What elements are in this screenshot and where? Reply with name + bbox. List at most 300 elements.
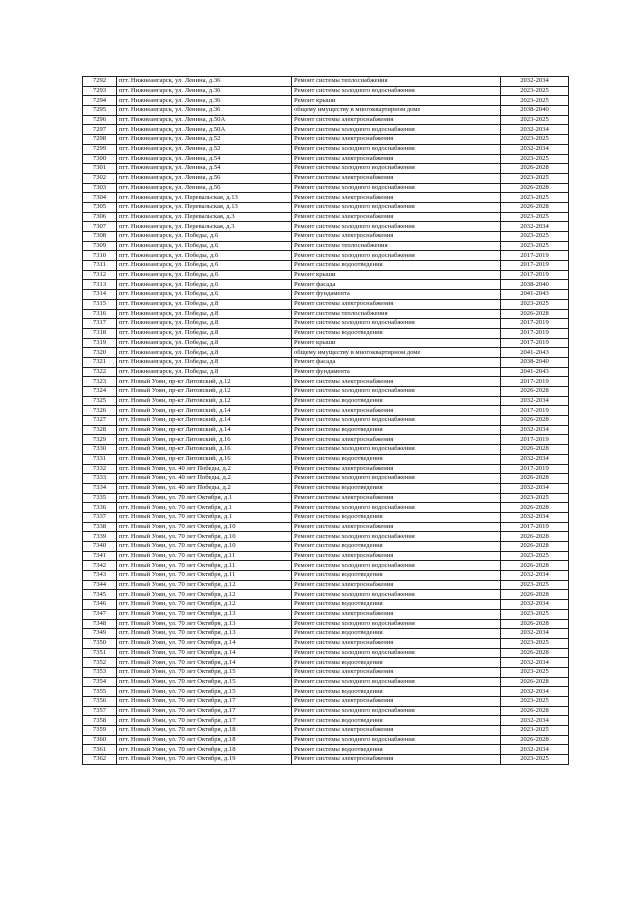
address-cell: пгт. Нижнеангарск, ул. Победы, д.8 bbox=[117, 367, 292, 377]
period-cell: 2032-2034 bbox=[501, 571, 569, 581]
work-type-cell: Ремонт системы холодного водоснабжения bbox=[292, 619, 501, 629]
period-cell: 2032-2034 bbox=[501, 658, 569, 668]
period-cell: 2023-2025 bbox=[501, 638, 569, 648]
work-type-cell: Ремонт системы электроснабжения bbox=[292, 193, 501, 203]
table-row bbox=[83, 319, 569, 329]
period-cell: 2023-2025 bbox=[501, 551, 569, 561]
row-number: 7336 bbox=[83, 503, 117, 513]
row-number: 7326 bbox=[83, 406, 117, 416]
period-cell: 2023-2025 bbox=[501, 86, 569, 96]
row-number: 7306 bbox=[83, 212, 117, 222]
row-number: 7309 bbox=[83, 241, 117, 251]
table-row bbox=[83, 512, 569, 522]
work-type-cell: Ремонт системы холодного водоснабжения bbox=[292, 319, 501, 329]
work-type-cell: Ремонт системы холодного водоснабжения bbox=[292, 677, 501, 687]
work-type-cell: Ремонт системы электроснабжения bbox=[292, 755, 501, 765]
row-number: 7353 bbox=[83, 667, 117, 677]
work-type-cell: Ремонт системы электроснабжения bbox=[292, 173, 501, 183]
period-cell: 2032-2034 bbox=[501, 512, 569, 522]
period-cell: 2026-2028 bbox=[501, 561, 569, 571]
table-row bbox=[83, 483, 569, 493]
row-number: 7362 bbox=[83, 755, 117, 765]
period-cell: 2026-2028 bbox=[501, 474, 569, 484]
work-type-cell: Ремонт системы теплоснабжения bbox=[292, 241, 501, 251]
table-row bbox=[83, 193, 569, 203]
work-type-cell: Ремонт системы водоотведения bbox=[292, 600, 501, 610]
work-type-cell: Ремонт системы электроснабжения bbox=[292, 154, 501, 164]
table-row bbox=[83, 648, 569, 658]
period-cell: 2026-2028 bbox=[501, 532, 569, 542]
table-row bbox=[83, 590, 569, 600]
table-row bbox=[83, 280, 569, 290]
work-type-cell: Ремонт системы холодного водоснабжения bbox=[292, 474, 501, 484]
work-type-cell: Ремонт системы холодного водоснабжения bbox=[292, 86, 501, 96]
address-cell: пгт. Нижнеангарск, ул. Победы, д.8 bbox=[117, 319, 292, 329]
period-cell: 2041-2043 bbox=[501, 290, 569, 300]
address-cell: пгт. Нижнеангарск, ул. Ленина, д.52 bbox=[117, 144, 292, 154]
address-cell: пгт. Новый Уоян, ул. 70 лет Октября, д.19 bbox=[117, 755, 292, 765]
work-type-cell: общему имуществу в многоквартирном доме bbox=[292, 348, 501, 358]
row-number: 7329 bbox=[83, 435, 117, 445]
period-cell: 2032-2034 bbox=[501, 222, 569, 232]
period-cell: 2017-2019 bbox=[501, 464, 569, 474]
table-row bbox=[83, 367, 569, 377]
table-row bbox=[83, 474, 569, 484]
address-cell: пгт. Нижнеангарск, ул. Победы, д.8 bbox=[117, 357, 292, 367]
table-row bbox=[83, 638, 569, 648]
work-type-cell: Ремонт системы теплоснабжения bbox=[292, 309, 501, 319]
row-number: 7359 bbox=[83, 726, 117, 736]
work-type-cell: Ремонт системы электроснабжения bbox=[292, 232, 501, 242]
table-row bbox=[83, 348, 569, 358]
work-type-cell: Ремонт системы водоотведения bbox=[292, 571, 501, 581]
table-row bbox=[83, 600, 569, 610]
row-number: 7327 bbox=[83, 416, 117, 426]
period-cell: 2017-2019 bbox=[501, 406, 569, 416]
work-type-cell: Ремонт системы холодного водоснабжения bbox=[292, 144, 501, 154]
row-number: 7298 bbox=[83, 135, 117, 145]
table-row bbox=[83, 735, 569, 745]
row-number: 7305 bbox=[83, 202, 117, 212]
period-cell: 2023-2025 bbox=[501, 697, 569, 707]
table-row bbox=[83, 183, 569, 193]
period-cell: 2023-2025 bbox=[501, 580, 569, 590]
period-cell: 2023-2025 bbox=[501, 173, 569, 183]
row-number: 7328 bbox=[83, 425, 117, 435]
table-row bbox=[83, 135, 569, 145]
address-cell: пгт. Новый Уоян, ул. 70 лет Октября, д.18 bbox=[117, 745, 292, 755]
table-row bbox=[83, 551, 569, 561]
period-cell: 2017-2019 bbox=[501, 522, 569, 532]
address-cell: пгт. Нижнеангарск, ул. Победы, д.6 bbox=[117, 280, 292, 290]
address-cell: пгт. Нижнеангарск, ул. Победы, д.8 bbox=[117, 299, 292, 309]
address-cell: пгт. Нижнеангарск, ул. Ленина, д.36 bbox=[117, 77, 292, 87]
period-cell: 2026-2028 bbox=[501, 542, 569, 552]
address-cell: пгт. Новый Уоян, ул. 70 лет Октября, д.17 bbox=[117, 697, 292, 707]
address-cell: пгт. Нижнеангарск, ул. Победы, д.6 bbox=[117, 241, 292, 251]
row-number: 7331 bbox=[83, 454, 117, 464]
row-number: 7317 bbox=[83, 319, 117, 329]
address-cell: пгт. Новый Уоян, ул. 70 лет Октября, д.1 bbox=[117, 503, 292, 513]
row-number: 7357 bbox=[83, 706, 117, 716]
period-cell: 2026-2028 bbox=[501, 648, 569, 658]
row-number: 7340 bbox=[83, 542, 117, 552]
table-row bbox=[83, 96, 569, 106]
address-cell: пгт. Нижнеангарск, ул. Победы, д.8 bbox=[117, 348, 292, 358]
row-number: 7308 bbox=[83, 232, 117, 242]
row-number: 7316 bbox=[83, 309, 117, 319]
row-number: 7313 bbox=[83, 280, 117, 290]
row-number: 7294 bbox=[83, 96, 117, 106]
table-row bbox=[83, 493, 569, 503]
table-row bbox=[83, 609, 569, 619]
work-type-cell: Ремонт системы водоотведения bbox=[292, 658, 501, 668]
row-number: 7335 bbox=[83, 493, 117, 503]
work-type-cell: Ремонт фасада bbox=[292, 280, 501, 290]
table-row bbox=[83, 658, 569, 668]
work-type-cell: Ремонт системы водоотведения bbox=[292, 396, 501, 406]
row-number: 7361 bbox=[83, 745, 117, 755]
address-cell: пгт. Нижнеангарск, ул. Победы, д.6 bbox=[117, 251, 292, 261]
address-cell: пгт. Новый Уоян, пр-кт Литовский, д.12 bbox=[117, 377, 292, 387]
row-number: 7322 bbox=[83, 367, 117, 377]
work-type-cell: Ремонт системы электроснабжения bbox=[292, 638, 501, 648]
row-number: 7333 bbox=[83, 474, 117, 484]
period-cell: 2026-2028 bbox=[501, 619, 569, 629]
period-cell: 2017-2019 bbox=[501, 338, 569, 348]
table-row bbox=[83, 667, 569, 677]
period-cell: 2026-2028 bbox=[501, 503, 569, 513]
table-row bbox=[83, 542, 569, 552]
period-cell: 2026-2028 bbox=[501, 735, 569, 745]
row-number: 7338 bbox=[83, 522, 117, 532]
address-cell: пгт. Нижнеангарск, ул. Перевальская, д.13 bbox=[117, 202, 292, 212]
table-row bbox=[83, 580, 569, 590]
address-cell: пгт. Нижнеангарск, ул. Ленина, д.56 bbox=[117, 183, 292, 193]
address-cell: пгт. Новый Уоян, ул. 70 лет Октября, д.13 bbox=[117, 609, 292, 619]
row-number: 7292 bbox=[83, 77, 117, 87]
work-type-cell: Ремонт системы электроснабжения bbox=[292, 726, 501, 736]
work-type-cell: Ремонт крыши bbox=[292, 338, 501, 348]
address-cell: пгт. Нижнеангарск, ул. Победы, д.8 bbox=[117, 328, 292, 338]
row-number: 7302 bbox=[83, 173, 117, 183]
work-type-cell: Ремонт системы электроснабжения bbox=[292, 551, 501, 561]
table-row bbox=[83, 629, 569, 639]
address-cell: пгт. Новый Уоян, ул. 40 лет Победы, д.2 bbox=[117, 464, 292, 474]
period-cell: 2017-2019 bbox=[501, 319, 569, 329]
row-number: 7320 bbox=[83, 348, 117, 358]
address-cell: пгт. Новый Уоян, пр-кт Литовский, д.16 bbox=[117, 435, 292, 445]
table-row bbox=[83, 706, 569, 716]
work-type-cell: Ремонт системы электроснабжения bbox=[292, 609, 501, 619]
row-number: 7323 bbox=[83, 377, 117, 387]
row-number: 7347 bbox=[83, 609, 117, 619]
table-row bbox=[83, 251, 569, 261]
address-cell: пгт. Нижнеангарск, ул. Победы, д.6 bbox=[117, 232, 292, 242]
row-number: 7303 bbox=[83, 183, 117, 193]
work-type-cell: Ремонт фасада bbox=[292, 357, 501, 367]
work-type-cell: Ремонт фундамента bbox=[292, 367, 501, 377]
table-row bbox=[83, 241, 569, 251]
row-number: 7319 bbox=[83, 338, 117, 348]
table-row bbox=[83, 619, 569, 629]
table-row bbox=[83, 77, 569, 87]
table-row bbox=[83, 106, 569, 116]
table-row bbox=[83, 309, 569, 319]
address-cell: пгт. Новый Уоян, ул. 70 лет Октября, д.14 bbox=[117, 638, 292, 648]
period-cell: 2026-2028 bbox=[501, 387, 569, 397]
table-row bbox=[83, 173, 569, 183]
period-cell: 2041-2043 bbox=[501, 348, 569, 358]
row-number: 7350 bbox=[83, 638, 117, 648]
period-cell: 2032-2034 bbox=[501, 600, 569, 610]
period-cell: 2032-2034 bbox=[501, 396, 569, 406]
row-number: 7295 bbox=[83, 106, 117, 116]
address-cell: пгт. Новый Уоян, ул. 70 лет Октября, д.17 bbox=[117, 716, 292, 726]
period-cell: 2026-2028 bbox=[501, 416, 569, 426]
work-type-cell: Ремонт системы холодного водоснабжения bbox=[292, 648, 501, 658]
work-type-cell: Ремонт системы холодного водоснабжения bbox=[292, 561, 501, 571]
table-row bbox=[83, 270, 569, 280]
period-cell: 2023-2025 bbox=[501, 299, 569, 309]
table-row bbox=[83, 687, 569, 697]
table-row bbox=[83, 677, 569, 687]
address-cell: пгт. Нижнеангарск, ул. Ленина, д.54 bbox=[117, 164, 292, 174]
row-number: 7315 bbox=[83, 299, 117, 309]
work-type-cell: Ремонт системы теплоснабжения bbox=[292, 77, 501, 87]
period-cell: 2017-2019 bbox=[501, 261, 569, 271]
address-cell: пгт. Новый Уоян, ул. 70 лет Октября, д.18 bbox=[117, 735, 292, 745]
period-cell: 2032-2034 bbox=[501, 687, 569, 697]
period-cell: 2026-2028 bbox=[501, 202, 569, 212]
table-row bbox=[83, 561, 569, 571]
work-type-cell: Ремонт системы электроснабжения bbox=[292, 493, 501, 503]
work-type-cell: Ремонт системы водоотведения bbox=[292, 261, 501, 271]
row-number: 7345 bbox=[83, 590, 117, 600]
row-number: 7297 bbox=[83, 125, 117, 135]
address-cell: пгт. Новый Уоян, ул. 70 лет Октября, д.11 bbox=[117, 561, 292, 571]
address-cell: пгт. Новый Уоян, ул. 70 лет Октября, д.10 bbox=[117, 542, 292, 552]
period-cell: 2017-2019 bbox=[501, 251, 569, 261]
work-type-cell: Ремонт фундамента bbox=[292, 290, 501, 300]
address-cell: пгт. Новый Уоян, ул. 70 лет Октября, д.13 bbox=[117, 629, 292, 639]
table-row bbox=[83, 125, 569, 135]
row-number: 7312 bbox=[83, 270, 117, 280]
work-type-cell: Ремонт системы холодного водоснабжения bbox=[292, 183, 501, 193]
address-cell: пгт. Нижнеангарск, ул. Ленина, д.50А bbox=[117, 125, 292, 135]
table-row bbox=[83, 377, 569, 387]
address-cell: пгт. Новый Уоян, ул. 70 лет Октября, д.10 bbox=[117, 532, 292, 542]
work-type-cell: Ремонт системы водоотведения bbox=[292, 542, 501, 552]
address-cell: пгт. Новый Уоян, ул. 70 лет Октября, д.11 bbox=[117, 571, 292, 581]
work-type-cell: Ремонт системы электроснабжения bbox=[292, 697, 501, 707]
work-type-cell: Ремонт системы электроснабжения bbox=[292, 522, 501, 532]
row-number: 7299 bbox=[83, 144, 117, 154]
work-type-cell: Ремонт системы холодного водоснабжения bbox=[292, 387, 501, 397]
period-cell: 2032-2034 bbox=[501, 629, 569, 639]
period-cell: 2023-2025 bbox=[501, 755, 569, 765]
table-row bbox=[83, 716, 569, 726]
work-type-cell: Ремонт системы водоотведения bbox=[292, 483, 501, 493]
work-type-cell: общему имуществу в многоквартирном доме bbox=[292, 106, 501, 116]
work-type-cell: Ремонт системы холодного водоснабжения bbox=[292, 445, 501, 455]
table-row bbox=[83, 212, 569, 222]
table-row bbox=[83, 522, 569, 532]
table-row bbox=[83, 445, 569, 455]
table-row bbox=[83, 144, 569, 154]
period-cell: 2032-2034 bbox=[501, 77, 569, 87]
row-number: 7325 bbox=[83, 396, 117, 406]
table-row bbox=[83, 464, 569, 474]
period-cell: 2023-2025 bbox=[501, 667, 569, 677]
address-cell: пгт. Нижнеангарск, ул. Победы, д.6 bbox=[117, 261, 292, 271]
work-type-cell: Ремонт системы водоотведения bbox=[292, 629, 501, 639]
table-row bbox=[83, 697, 569, 707]
work-type-cell: Ремонт системы электроснабжения bbox=[292, 435, 501, 445]
row-number: 7304 bbox=[83, 193, 117, 203]
work-type-cell: Ремонт системы водоотведения bbox=[292, 745, 501, 755]
row-number: 7321 bbox=[83, 357, 117, 367]
table-row bbox=[83, 454, 569, 464]
table-row bbox=[83, 532, 569, 542]
period-cell: 2038-2040 bbox=[501, 357, 569, 367]
table-row bbox=[83, 503, 569, 513]
work-type-cell: Ремонт крыши bbox=[292, 270, 501, 280]
row-number: 7310 bbox=[83, 251, 117, 261]
address-cell: пгт. Новый Уоян, ул. 70 лет Октября, д.12 bbox=[117, 600, 292, 610]
row-number: 7296 bbox=[83, 115, 117, 125]
row-number: 7311 bbox=[83, 261, 117, 271]
row-number: 7354 bbox=[83, 677, 117, 687]
work-type-cell: Ремонт системы водоотведения bbox=[292, 716, 501, 726]
table-row bbox=[83, 357, 569, 367]
address-cell: пгт. Нижнеангарск, ул. Перевальская, д.3 bbox=[117, 222, 292, 232]
work-type-cell: Ремонт системы водоотведения bbox=[292, 425, 501, 435]
row-number: 7324 bbox=[83, 387, 117, 397]
address-cell: пгт. Новый Уоян, пр-кт Литовский, д.12 bbox=[117, 387, 292, 397]
row-number: 7356 bbox=[83, 697, 117, 707]
row-number: 7348 bbox=[83, 619, 117, 629]
period-cell: 2026-2028 bbox=[501, 183, 569, 193]
table-row bbox=[83, 387, 569, 397]
period-cell: 2017-2019 bbox=[501, 270, 569, 280]
period-cell: 2023-2025 bbox=[501, 726, 569, 736]
table-body bbox=[83, 77, 569, 765]
period-cell: 2023-2025 bbox=[501, 232, 569, 242]
row-number: 7339 bbox=[83, 532, 117, 542]
table-row bbox=[83, 416, 569, 426]
address-cell: пгт. Нижнеангарск, ул. Победы, д.8 bbox=[117, 309, 292, 319]
table-row bbox=[83, 290, 569, 300]
row-number: 7349 bbox=[83, 629, 117, 639]
address-cell: пгт. Новый Уоян, пр-кт Литовский, д.14 bbox=[117, 406, 292, 416]
period-cell: 2023-2025 bbox=[501, 212, 569, 222]
address-cell: пгт. Нижнеангарск, ул. Победы, д.6 bbox=[117, 270, 292, 280]
work-type-cell: Ремонт системы водоотведения bbox=[292, 512, 501, 522]
work-type-cell: Ремонт системы водоотведения bbox=[292, 328, 501, 338]
address-cell: пгт. Новый Уоян, пр-кт Литовский, д.16 bbox=[117, 445, 292, 455]
row-number: 7300 bbox=[83, 154, 117, 164]
address-cell: пгт. Нижнеангарск, ул. Ленина, д.36 bbox=[117, 86, 292, 96]
address-cell: пгт. Новый Уоян, пр-кт Литовский, д.14 bbox=[117, 425, 292, 435]
address-cell: пгт. Новый Уоян, ул. 70 лет Октября, д.14 bbox=[117, 658, 292, 668]
work-type-cell: Ремонт системы холодного водоснабжения bbox=[292, 416, 501, 426]
work-type-cell: Ремонт системы холодного водоснабжения bbox=[292, 251, 501, 261]
period-cell: 2026-2028 bbox=[501, 590, 569, 600]
work-type-cell: Ремонт системы электроснабжения bbox=[292, 135, 501, 145]
period-cell: 2017-2019 bbox=[501, 328, 569, 338]
work-type-cell: Ремонт системы электроснабжения bbox=[292, 667, 501, 677]
table-row bbox=[83, 222, 569, 232]
table-row bbox=[83, 328, 569, 338]
address-cell: пгт. Нижнеангарск, ул. Перевальская, д.13 bbox=[117, 193, 292, 203]
work-type-cell: Ремонт системы холодного водоснабжения bbox=[292, 735, 501, 745]
work-type-cell: Ремонт системы холодного водоснабжения bbox=[292, 503, 501, 513]
table-row bbox=[83, 338, 569, 348]
period-cell: 2023-2025 bbox=[501, 609, 569, 619]
work-type-cell: Ремонт системы электроснабжения bbox=[292, 299, 501, 309]
row-number: 7337 bbox=[83, 512, 117, 522]
address-cell: пгт. Нижнеангарск, ул. Ленина, д.36 bbox=[117, 96, 292, 106]
row-number: 7341 bbox=[83, 551, 117, 561]
work-type-cell: Ремонт системы электроснабжения bbox=[292, 464, 501, 474]
row-number: 7332 bbox=[83, 464, 117, 474]
address-cell: пгт. Новый Уоян, ул. 70 лет Октября, д.18 bbox=[117, 726, 292, 736]
address-cell: пгт. Новый Уоян, ул. 40 лет Победы, д.2 bbox=[117, 483, 292, 493]
address-cell: пгт. Нижнеангарск, ул. Ленина, д.50А bbox=[117, 115, 292, 125]
row-number: 7307 bbox=[83, 222, 117, 232]
row-number: 7318 bbox=[83, 328, 117, 338]
table-row bbox=[83, 299, 569, 309]
work-type-cell: Ремонт системы электроснабжения bbox=[292, 406, 501, 416]
row-number: 7343 bbox=[83, 571, 117, 581]
work-type-cell: Ремонт системы холодного водоснабжения bbox=[292, 590, 501, 600]
table-row bbox=[83, 154, 569, 164]
address-cell: пгт. Нижнеангарск, ул. Ленина, д.54 bbox=[117, 154, 292, 164]
period-cell: 2023-2025 bbox=[501, 115, 569, 125]
address-cell: пгт. Новый Уоян, ул. 40 лет Победы, д.2 bbox=[117, 474, 292, 484]
work-type-cell: Ремонт системы водоотведения bbox=[292, 454, 501, 464]
address-cell: пгт. Новый Уоян, пр-кт Литовский, д.14 bbox=[117, 416, 292, 426]
address-cell: пгт. Нижнеангарск, ул. Ленина, д.36 bbox=[117, 106, 292, 116]
address-cell: пгт. Новый Уоян, ул. 70 лет Октября, д.12 bbox=[117, 580, 292, 590]
work-type-cell: Ремонт системы холодного водоснабжения bbox=[292, 222, 501, 232]
work-type-cell: Ремонт системы холодного водоснабжения bbox=[292, 202, 501, 212]
address-cell: пгт. Нижнеангарск, ул. Победы, д.6 bbox=[117, 290, 292, 300]
address-cell: пгт. Новый Уоян, ул. 70 лет Октября, д.17 bbox=[117, 706, 292, 716]
table-row bbox=[83, 726, 569, 736]
address-cell: пгт. Новый Уоян, ул. 70 лет Октября, д.15 bbox=[117, 687, 292, 697]
address-cell: пгт. Новый Уоян, ул. 70 лет Октября, д.11 bbox=[117, 551, 292, 561]
work-type-cell: Ремонт системы электроснабжения bbox=[292, 212, 501, 222]
period-cell: 2023-2025 bbox=[501, 193, 569, 203]
address-cell: пгт. Новый Уоян, ул. 70 лет Октября, д.15 bbox=[117, 667, 292, 677]
table-row bbox=[83, 232, 569, 242]
row-number: 7314 bbox=[83, 290, 117, 300]
table-row bbox=[83, 86, 569, 96]
row-number: 7355 bbox=[83, 687, 117, 697]
address-cell: пгт. Новый Уоян, ул. 70 лет Октября, д.12 bbox=[117, 590, 292, 600]
row-number: 7293 bbox=[83, 86, 117, 96]
address-cell: пгт. Новый Уоян, пр-кт Литовский, д.12 bbox=[117, 396, 292, 406]
work-type-cell: Ремонт системы электроснабжения bbox=[292, 580, 501, 590]
table-row bbox=[83, 164, 569, 174]
table-row bbox=[83, 435, 569, 445]
table-row bbox=[83, 202, 569, 212]
period-cell: 2017-2019 bbox=[501, 435, 569, 445]
address-cell: пгт. Нижнеангарск, ул. Победы, д.8 bbox=[117, 338, 292, 348]
address-cell: пгт. Нижнеангарск, ул. Перевальская, д.3 bbox=[117, 212, 292, 222]
